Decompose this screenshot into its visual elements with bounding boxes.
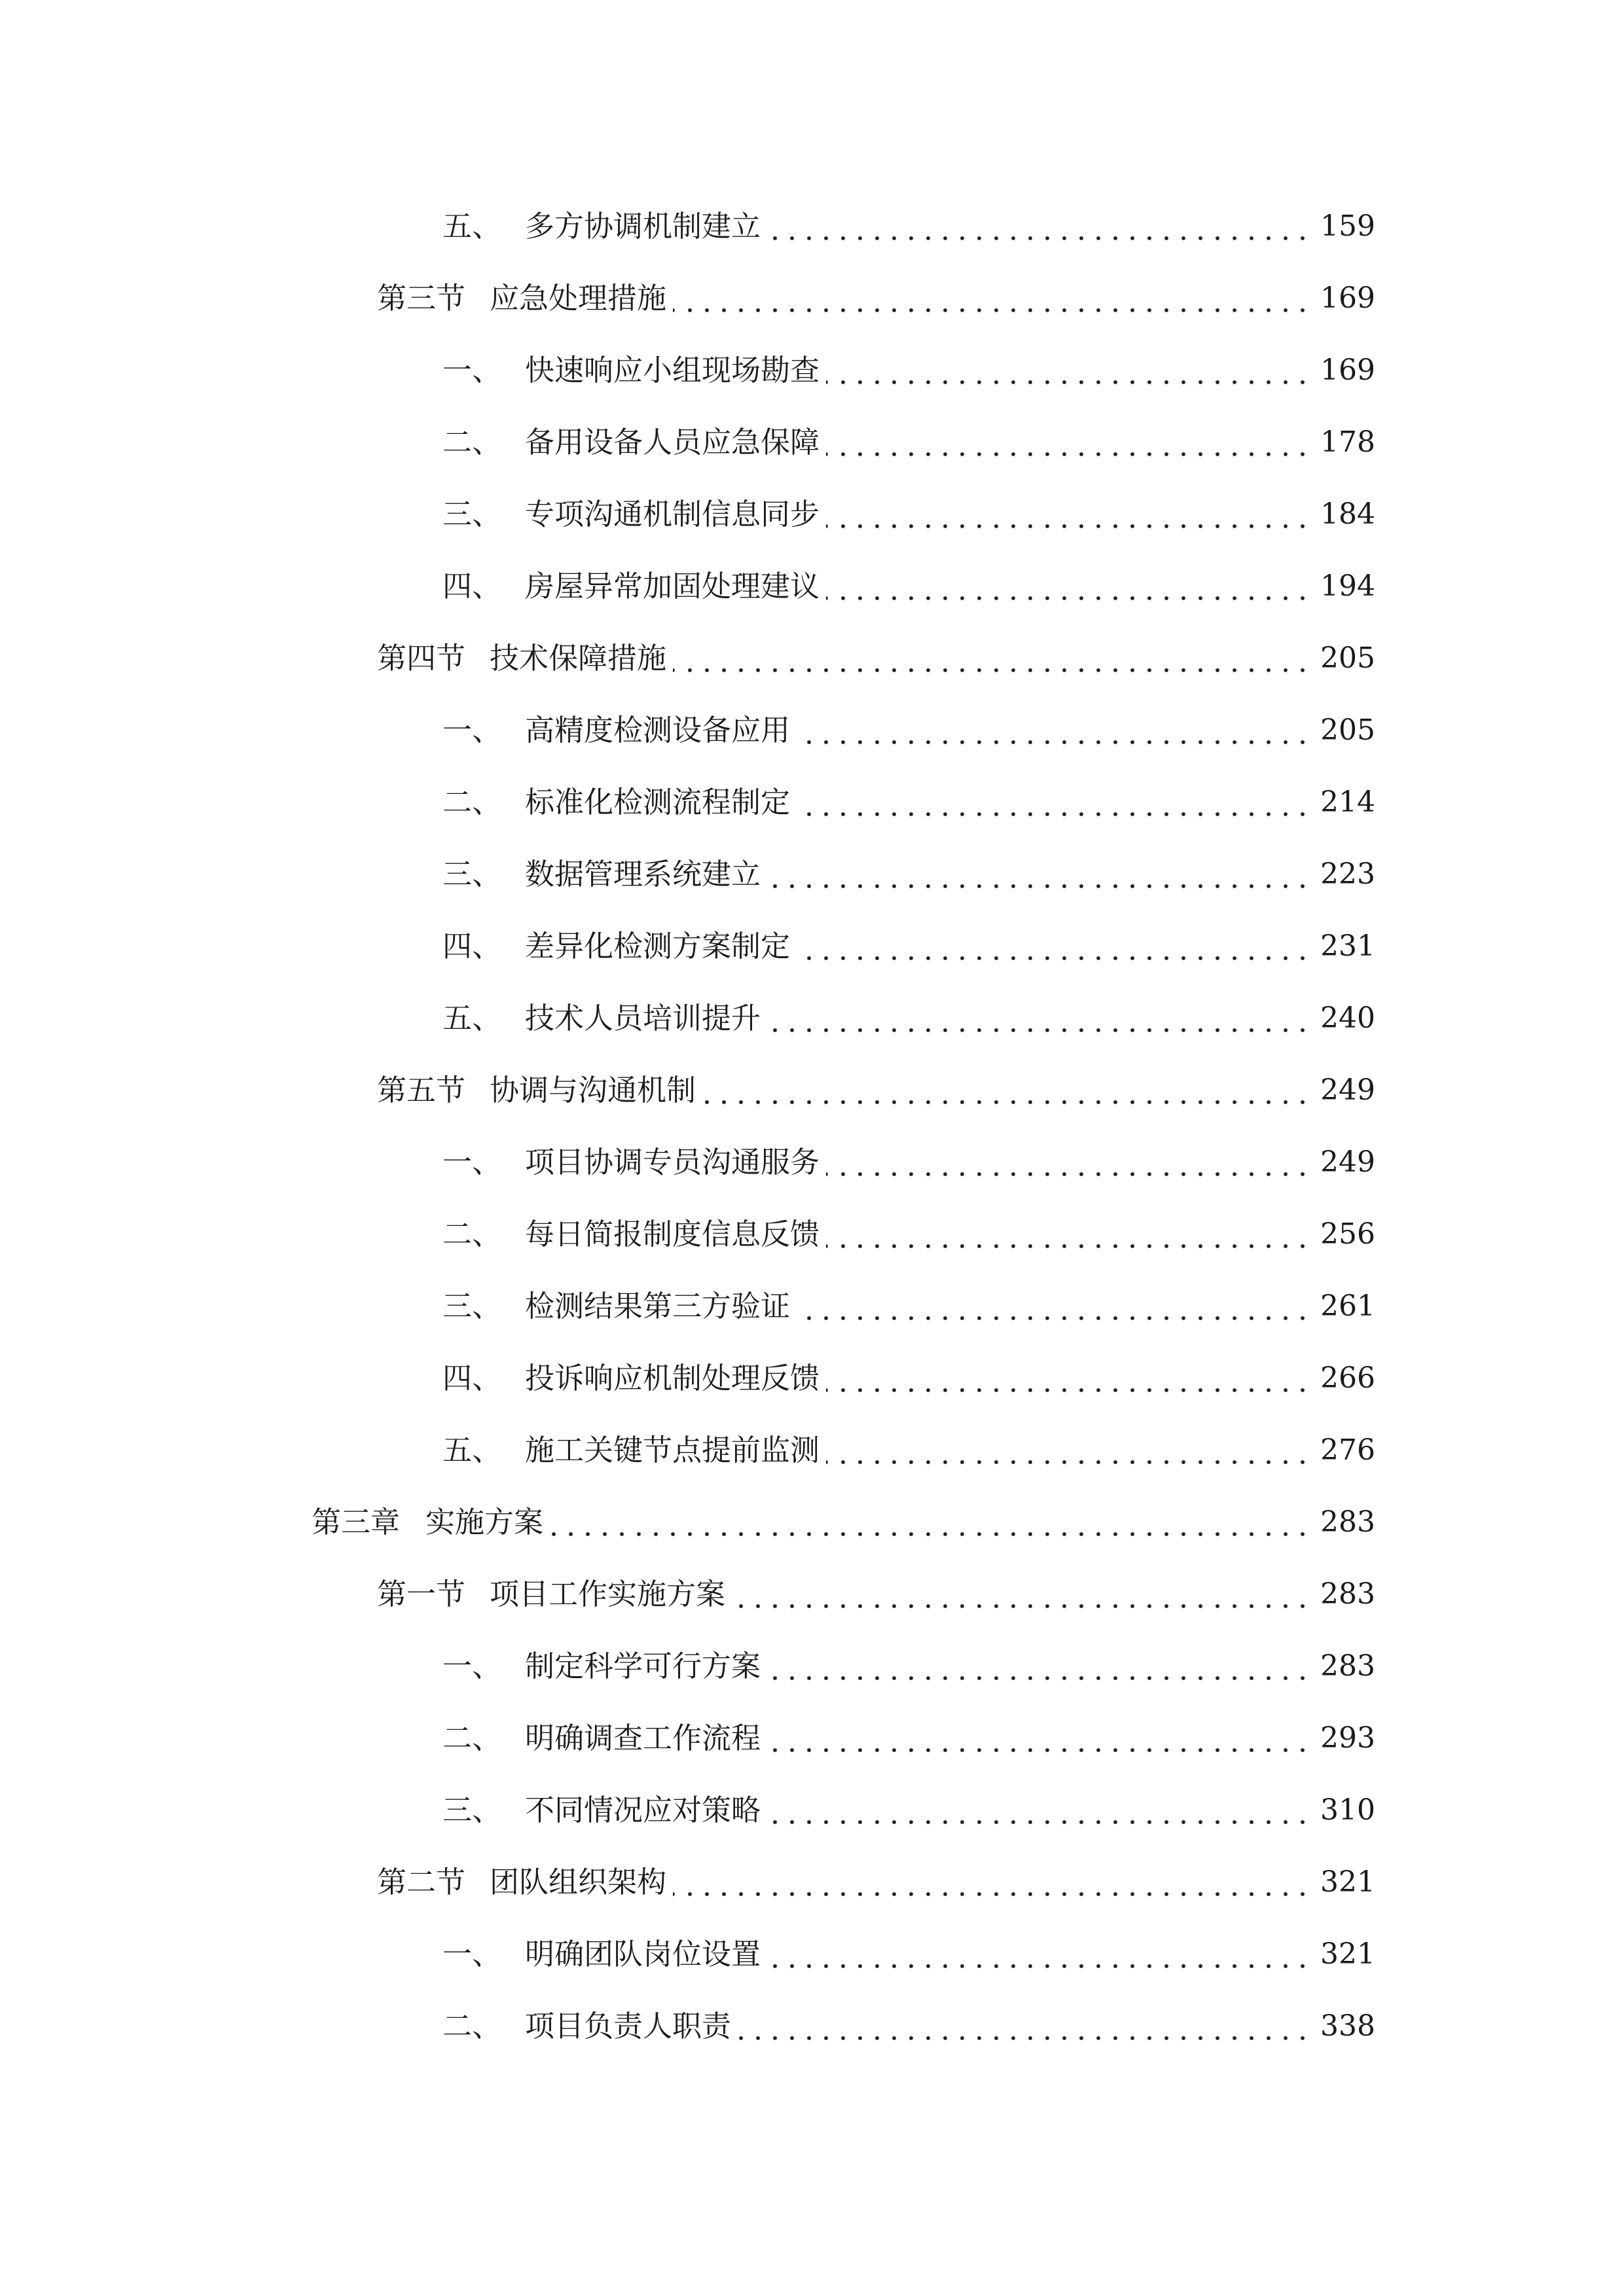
toc-leader-dots [550, 1496, 1311, 1549]
toc-page-number: 240 [1320, 1001, 1375, 1035]
toc-entry-title: 技术保障措施 [490, 641, 667, 675]
toc-leader-dots [826, 1136, 1311, 1189]
toc-page-number: 321 [1320, 1937, 1375, 1971]
toc-page-number: 338 [1320, 2009, 1375, 2043]
toc-leader-dots [673, 1856, 1311, 1909]
toc-entry-number: 三、 [442, 857, 502, 891]
toc-entry-number: 第三节 [377, 281, 466, 315]
toc-entry-number: 一、 [442, 353, 502, 387]
toc-page-number: 214 [1320, 785, 1375, 819]
toc-leader-dots [797, 776, 1311, 829]
toc-entry-title: 项目协调专员沟通服务 [525, 1145, 820, 1179]
toc-entry-label [442, 1280, 790, 1333]
toc-entry-label [377, 272, 666, 325]
toc-page-number: 283 [1320, 1649, 1375, 1683]
toc-page-number: 249 [1320, 1073, 1375, 1107]
toc-entry-number: 第五节 [377, 1073, 466, 1107]
toc-leader-dots [826, 1208, 1311, 1261]
toc-entry[interactable] [442, 1352, 1373, 1405]
toc-entry-number: 二、 [442, 785, 502, 819]
toc-page-number: 231 [1320, 929, 1375, 963]
toc-entry-title: 项目负责人职责 [525, 2009, 732, 2043]
toc-entry-title: 专项沟通机制信息同步 [525, 497, 820, 531]
toc-page-number: 205 [1320, 713, 1375, 747]
toc-page-number: 249 [1320, 1145, 1375, 1179]
toc-page-number: 194 [1320, 569, 1375, 603]
toc-page-number: 256 [1320, 1217, 1375, 1251]
toc-entry-number: 二、 [442, 425, 502, 459]
toc-entry[interactable] [442, 1640, 1373, 1693]
toc-entry-title: 施工关键节点提前监测 [525, 1433, 820, 1467]
toc-entry-title: 制定科学可行方案 [525, 1649, 761, 1683]
toc-entry-label [442, 776, 790, 829]
toc-entry-title: 每日简报制度信息反馈 [525, 1217, 820, 1251]
toc-page-number: 283 [1320, 1505, 1375, 1539]
toc-entry-label [442, 1712, 761, 1765]
toc-entry-title: 多方协调机制建立 [525, 209, 761, 243]
toc-page-number: 310 [1320, 1793, 1375, 1827]
toc-entry-number: 二、 [442, 1721, 502, 1755]
toc-page-number: 159 [1320, 209, 1375, 243]
toc-entry[interactable] [377, 632, 1373, 685]
toc-entry-number: 五、 [442, 1433, 502, 1467]
toc-entry[interactable] [442, 560, 1373, 613]
toc-leader-dots [826, 560, 1311, 613]
toc-entry-number: 一、 [442, 713, 502, 747]
toc-entry[interactable] [442, 416, 1373, 469]
toc-entry-title: 标准化检测流程制定 [525, 785, 791, 819]
toc-entry[interactable] [442, 1928, 1373, 1981]
toc-entry-number: 四、 [442, 929, 502, 963]
toc-entry-label [442, 1352, 820, 1405]
toc-entry[interactable] [442, 704, 1373, 757]
toc-page-number: 261 [1320, 1289, 1375, 1323]
toc-entry[interactable] [442, 1136, 1373, 1189]
toc-entry-label [442, 488, 820, 541]
toc-page-number: 184 [1320, 497, 1375, 531]
toc-entry-label [377, 1568, 725, 1621]
toc-page-number: 293 [1320, 1721, 1375, 1755]
toc-page-number: 223 [1320, 857, 1375, 891]
toc-entry[interactable] [312, 1496, 1373, 1549]
toc-entry[interactable] [442, 1784, 1373, 1837]
toc-entry[interactable] [442, 2000, 1373, 2053]
toc-leader-dots [767, 1712, 1311, 1765]
toc-entry[interactable] [442, 992, 1373, 1045]
toc-leader-dots [826, 416, 1311, 469]
toc-entry-number: 四、 [442, 569, 502, 603]
toc-entry-number: 第二节 [377, 1865, 466, 1899]
toc-entry-title: 项目工作实施方案 [490, 1577, 726, 1611]
toc-leader-dots [826, 488, 1311, 541]
toc-leader-dots [826, 344, 1311, 397]
toc-page-number: 169 [1320, 353, 1375, 387]
toc-entry-label [442, 1136, 820, 1189]
toc-entry-title: 数据管理系统建立 [525, 857, 761, 891]
toc-entry-title: 快速响应小组现场勘查 [525, 353, 820, 387]
toc-leader-dots [738, 2000, 1311, 2053]
toc-entry-title: 差异化检测方案制定 [525, 929, 791, 963]
toc-page-number: 178 [1320, 425, 1375, 459]
toc-entry-label [442, 2000, 731, 2053]
toc-entry-label [312, 1496, 543, 1549]
toc-leader-dots [732, 1568, 1311, 1621]
toc-entry-title: 应急处理措施 [490, 281, 667, 315]
toc-entry-number: 五、 [442, 209, 502, 243]
toc-entry-label [442, 1208, 820, 1261]
toc-leader-dots [673, 632, 1311, 685]
toc-entry-label [442, 1928, 761, 1981]
toc-entry[interactable] [442, 848, 1373, 901]
toc-leader-dots [767, 1928, 1311, 1981]
toc-leader-dots [767, 992, 1311, 1045]
toc-entry-label [442, 560, 820, 613]
toc-entry-label [442, 344, 820, 397]
toc-entry-title: 团队组织架构 [490, 1865, 667, 1899]
toc-entry-number: 第一节 [377, 1577, 466, 1611]
toc-leader-dots [826, 1424, 1311, 1477]
toc-entry[interactable] [377, 1064, 1373, 1117]
toc-entry-title: 备用设备人员应急保障 [525, 425, 820, 459]
toc-entry-title: 明确团队岗位设置 [525, 1937, 761, 1971]
toc-entry-label [442, 920, 790, 973]
toc-entry[interactable] [377, 1856, 1373, 1909]
toc-entry-title: 实施方案 [425, 1505, 544, 1539]
toc-entry-label [442, 848, 761, 901]
toc-entry-number: 四、 [442, 1361, 502, 1395]
toc-leader-dots [767, 1784, 1311, 1837]
toc-leader-dots [702, 1064, 1311, 1117]
toc-page-number: 276 [1320, 1433, 1375, 1467]
toc-entry[interactable] [442, 1280, 1373, 1333]
toc-leader-dots [767, 1640, 1311, 1693]
toc-page-number: 205 [1320, 641, 1375, 675]
toc-entry-number: 第四节 [377, 641, 466, 675]
toc-entry-label [442, 416, 820, 469]
toc-entry[interactable] [442, 920, 1373, 973]
toc-entry-number: 第三章 [312, 1505, 401, 1539]
toc-leader-dots [767, 848, 1311, 901]
toc-entry-title: 投诉响应机制处理反馈 [525, 1361, 820, 1395]
toc-entry-number: 二、 [442, 1217, 502, 1251]
toc-entry-label [442, 992, 761, 1045]
toc-entry-number: 五、 [442, 1001, 502, 1035]
toc-entry-number: 三、 [442, 497, 502, 531]
toc-entry-title: 房屋异常加固处理建议 [525, 569, 820, 603]
toc-entry[interactable] [442, 776, 1373, 829]
toc-page-number: 321 [1320, 1865, 1375, 1899]
toc-entry-title: 检测结果第三方验证 [525, 1289, 791, 1323]
toc-entry-label [442, 704, 790, 757]
toc-entry[interactable] [442, 1712, 1373, 1765]
toc-entry[interactable] [442, 1208, 1373, 1261]
toc-entry-title: 明确调查工作流程 [525, 1721, 761, 1755]
toc-page-number: 266 [1320, 1361, 1375, 1395]
toc-entry[interactable] [442, 1424, 1373, 1477]
toc-entry-label [442, 1424, 820, 1477]
toc-entry-label [377, 632, 666, 685]
toc-entry-title: 不同情况应对策略 [525, 1793, 761, 1827]
toc-leader-dots [826, 1352, 1311, 1405]
toc-entry[interactable] [442, 344, 1373, 397]
toc-leader-dots [767, 200, 1311, 253]
toc-entry-label [442, 1784, 761, 1837]
toc-entry-title: 高精度检测设备应用 [525, 713, 791, 747]
toc-leader-dots [797, 1280, 1311, 1333]
toc-entry-label [442, 200, 761, 253]
toc-entry-number: 一、 [442, 1145, 502, 1179]
toc-entry-label [377, 1064, 696, 1117]
toc-leader-dots [797, 704, 1311, 757]
toc-entry-title: 技术人员培训提升 [525, 1001, 761, 1035]
toc-entry-number: 三、 [442, 1793, 502, 1827]
toc-page-number: 283 [1320, 1577, 1375, 1611]
toc-entry[interactable] [377, 272, 1373, 325]
toc-entry-label [377, 1856, 666, 1909]
toc-leader-dots [673, 272, 1311, 325]
toc-entry-number: 三、 [442, 1289, 502, 1323]
toc-leader-dots [797, 920, 1311, 973]
toc-entry-label [442, 1640, 761, 1693]
toc-page-number: 169 [1320, 281, 1375, 315]
toc-entry[interactable] [442, 488, 1373, 541]
toc-entry-number: 一、 [442, 1649, 502, 1683]
toc-entry-number: 一、 [442, 1937, 502, 1971]
toc-entry-title: 协调与沟通机制 [490, 1073, 696, 1107]
toc-entry[interactable] [442, 200, 1373, 253]
toc-entry[interactable] [377, 1568, 1373, 1621]
toc-entry-number: 二、 [442, 2009, 502, 2043]
